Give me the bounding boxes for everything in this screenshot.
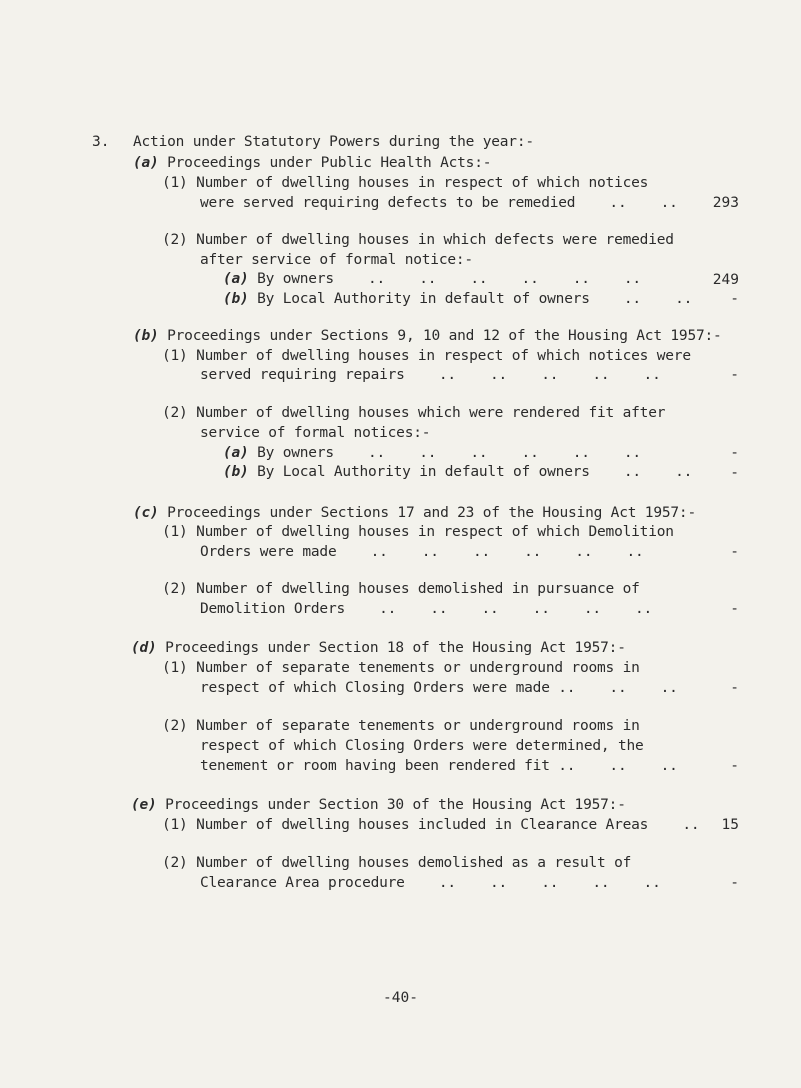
c-item1-line2: Orders were made .. .. .. .. .. .. [200,544,644,560]
a-sub-a-marker: (a) [223,271,249,287]
d-item1-line2: respect of which Closing Orders were made .. .. .. [200,680,678,696]
a-item1-line1: (1) Number of dwelling houses in respect of which notices [162,175,649,191]
b-sub-a-line [223,444,641,462]
subsection-e-title-text: Proceedings under Section 30 of the Housing Act 1957:- [165,797,626,813]
a-sub-a-value: 249 [712,272,739,288]
c-item1-line1: (1) Number of dwelling houses in respect of which Demolition [162,524,674,540]
section-number: 3. [92,134,110,150]
c-item2-line2: Demolition Orders .. .. .. .. .. .. [200,601,653,617]
e-item1-value: 15 [721,817,739,833]
section-heading: Action under Statutory Powers during the year:- [133,134,534,150]
b-sub-b-line [223,463,692,481]
b-sub-a-marker: (a) [223,445,249,461]
a-sub-a-line [223,270,641,288]
d-item2-value: - [730,758,739,774]
subsection-c-marker: (c) [133,505,159,521]
b-item2-line2: service of formal notices:- [200,425,431,441]
e-item1-line1: (1) Number of dwelling houses included in Clearance Areas .. [162,817,700,833]
c-item2-value: - [730,601,739,617]
e-item2-line1: (2) Number of dwelling houses demolished as a result of [162,855,632,871]
subsection-a-title [133,154,491,172]
b-item1-line1: (1) Number of dwelling houses in respect of which notices were [162,348,691,364]
subsection-d-marker: (d) [131,640,157,656]
b-sub-a-text: By owners .. .. .. .. .. .. [257,445,641,461]
page-number: -40- [383,990,418,1006]
d-item2-line1: (2) Number of separate tenements or underground rooms in [162,718,640,734]
a-sub-b-marker: (b) [223,291,249,307]
a-sub-b-text: By Local Authority in default of owners .. .. [257,291,693,307]
subsection-a-marker: (a) [133,155,159,171]
subsection-b-title [133,327,722,345]
subsection-c-title-text: Proceedings under Sections 17 and 23 of the Housing Act 1957:- [167,505,696,521]
b-sub-b-marker: (b) [223,464,249,480]
subsection-b-marker: (b) [133,328,159,344]
b-item1-line2: served requiring repairs .. .. .. .. .. [200,367,661,383]
b-sub-b-text: By Local Authority in default of owners .. .. [257,464,693,480]
subsection-c-title [133,504,696,522]
subsection-e-marker: (e) [131,797,157,813]
a-item1-line2: were served requiring defects to be remedied .. .. [200,195,678,211]
d-item1-value: - [730,680,739,696]
a-sub-b-value: - [730,291,739,307]
subsection-d-title-text: Proceedings under Section 18 of the Housing Act 1957:- [165,640,626,656]
a-item2-line1: (2) Number of dwelling houses in which defects were remedied [162,232,674,248]
subsection-a-title-text: Proceedings under Public Health Acts:- [167,155,492,171]
a-item1-value: 293 [712,195,739,211]
d-item2-line3: tenement or room having been rendered fit .. .. .. [200,758,678,774]
subsection-e-title [131,796,626,814]
b-item2-line1: (2) Number of dwelling houses which were rendered fit after [162,405,666,421]
subsection-b-title-text: Proceedings under Sections 9, 10 and 12 of the Housing Act 1957:- [167,328,722,344]
e-item2-line2: Clearance Area procedure .. .. .. .. .. [200,875,661,891]
d-item1-line1: (1) Number of separate tenements or underground rooms in [162,660,640,676]
c-item2-line1: (2) Number of dwelling houses demolished in pursuance of [162,581,640,597]
a-sub-a-text: By owners .. .. .. .. .. .. [257,271,641,287]
e-item2-value: - [730,875,739,891]
b-item1-value: - [730,367,739,383]
a-sub-b-line [223,290,692,308]
b-sub-a-value: - [730,445,739,461]
a-item2-line2: after service of formal notice:- [200,252,473,268]
d-item2-line2: respect of which Closing Orders were determined, the [200,738,644,754]
subsection-d-title [131,639,626,657]
b-sub-b-value: - [730,465,739,481]
c-item1-value: - [730,544,739,560]
